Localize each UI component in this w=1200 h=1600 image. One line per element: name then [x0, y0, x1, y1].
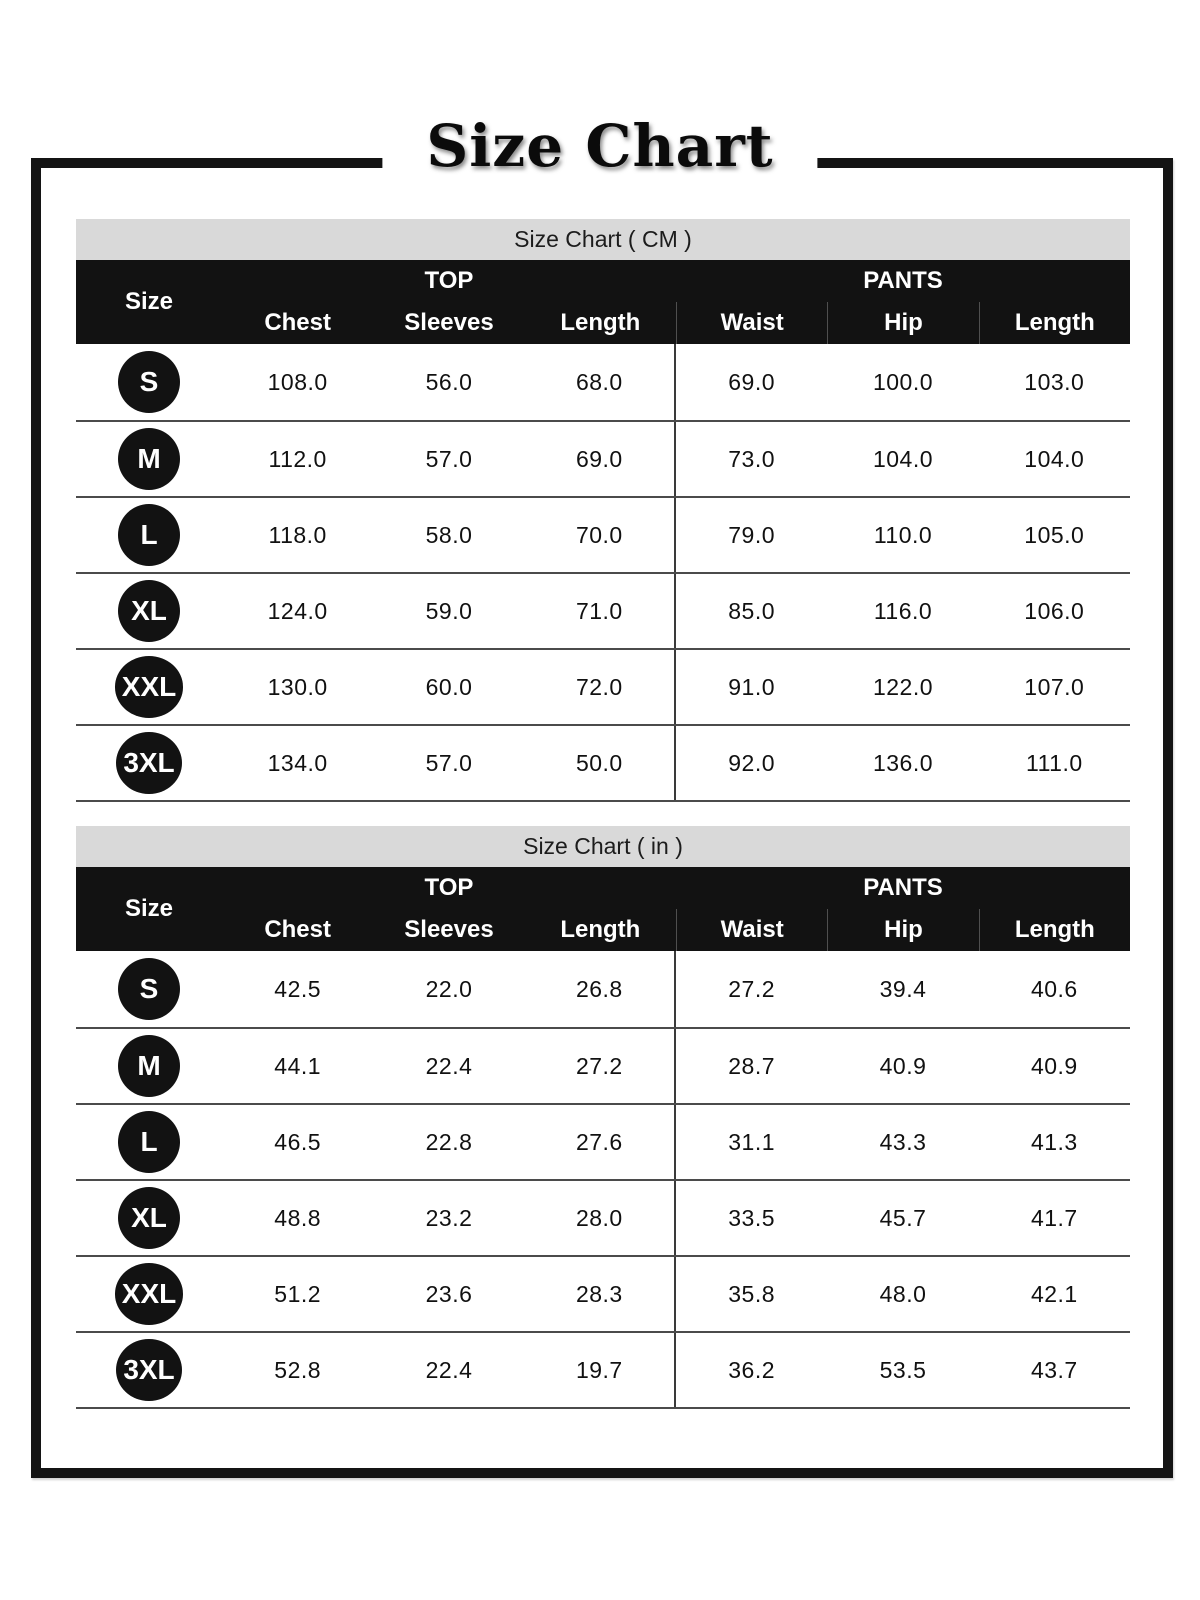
- chest-value: 112.0: [268, 445, 327, 472]
- size-badge: XL: [118, 580, 180, 642]
- chest-value: 134.0: [267, 749, 328, 776]
- chest-value: 44.1: [274, 1052, 322, 1079]
- size-badge: XXL: [115, 1263, 183, 1325]
- sleeves-value: 23.6: [425, 1280, 473, 1307]
- table-row: [76, 1103, 1130, 1179]
- chest-value: 124.0: [267, 597, 328, 624]
- top-length-value: 28.3: [525, 1257, 676, 1331]
- sleeves-value: 57.0: [425, 445, 473, 472]
- sleeves-value: 22.4: [425, 1356, 473, 1383]
- chest-value: 108.0: [267, 368, 328, 395]
- top-length-value: 50.0: [525, 726, 676, 800]
- header-waist: Waist: [676, 909, 827, 951]
- sleeves-value: 23.2: [425, 1204, 473, 1231]
- top-length-value: 27.6: [525, 1105, 676, 1179]
- pants-length-value: 104.0: [1024, 445, 1085, 472]
- tables-container: [76, 219, 1130, 1409]
- header-size: Size: [124, 288, 174, 315]
- top-length-value: 19.7: [525, 1333, 676, 1407]
- sleeves-value: 58.0: [425, 521, 473, 548]
- header-pants-length: Length: [979, 909, 1130, 951]
- size-cell: [76, 498, 222, 572]
- size-badge: L: [118, 1111, 180, 1173]
- header-group-pants: PANTS: [863, 267, 943, 294]
- sleeves-value: 59.0: [425, 597, 473, 624]
- waist-value: 35.8: [728, 1280, 776, 1307]
- header-chest: Chest: [264, 916, 331, 943]
- hip-value: 116.0: [873, 597, 933, 624]
- top-length-value: 69.0: [525, 422, 676, 496]
- chest-value: 51.2: [274, 1280, 322, 1307]
- header-hip: Hip: [827, 909, 978, 951]
- waist-value: 73.0: [728, 445, 776, 472]
- header-size: Size: [124, 895, 174, 922]
- top-length-value: 72.0: [525, 650, 676, 724]
- size-cell: [76, 574, 222, 648]
- top-length-value: 70.0: [525, 498, 676, 572]
- header-pants-length: Length: [979, 302, 1130, 344]
- waist-value: 85.0: [728, 597, 776, 624]
- sleeves-value: 56.0: [425, 368, 473, 395]
- pants-length-value: 41.3: [1030, 1128, 1078, 1155]
- header-waist: Waist: [676, 302, 827, 344]
- size-cell: [76, 650, 222, 724]
- waist-value: 79.0: [728, 521, 776, 548]
- table-header-cm: [76, 260, 1130, 344]
- header-hip: Hip: [827, 302, 978, 344]
- size-cell: [76, 1029, 222, 1103]
- table-body-in: [76, 951, 1130, 1409]
- size-cell: [76, 951, 222, 1027]
- chest-value: 130.0: [267, 673, 328, 700]
- size-badge: M: [118, 428, 180, 490]
- table-caption-cm: Size Chart ( CM ): [76, 219, 1130, 260]
- header-group-top: TOP: [424, 874, 474, 901]
- size-cell: [76, 1105, 222, 1179]
- table-row: [76, 1255, 1130, 1331]
- header-group-pants: PANTS: [863, 874, 943, 901]
- sleeves-value: 22.8: [425, 1128, 473, 1155]
- size-badge: L: [118, 504, 180, 566]
- waist-value: 92.0: [728, 749, 776, 776]
- pants-length-value: 111.0: [1025, 749, 1083, 776]
- table-row: [76, 1179, 1130, 1255]
- header-chest: Chest: [264, 309, 331, 336]
- sleeves-value: 60.0: [425, 673, 473, 700]
- size-cell: [76, 726, 222, 800]
- table-row: [76, 344, 1130, 420]
- hip-value: 48.0: [879, 1280, 927, 1307]
- table-caption-in: Size Chart ( in ): [76, 826, 1130, 867]
- table-row: [76, 572, 1130, 648]
- table-row: [76, 648, 1130, 724]
- waist-value: 91.0: [728, 673, 776, 700]
- chest-value: 42.5: [274, 975, 322, 1002]
- header-sleeves: Sleeves: [404, 916, 494, 943]
- hip-value: 40.9: [879, 1052, 927, 1079]
- table-header-in: [76, 867, 1130, 951]
- chest-value: 52.8: [274, 1356, 322, 1383]
- hip-value: 39.4: [879, 975, 927, 1002]
- size-cell: [76, 344, 222, 420]
- hip-value: 104.0: [872, 445, 934, 472]
- top-length-value: 68.0: [525, 344, 676, 420]
- table-row: [76, 420, 1130, 496]
- table-row: [76, 1331, 1130, 1407]
- pants-length-value: 40.9: [1030, 1052, 1078, 1079]
- table-row: [76, 1027, 1130, 1103]
- header-group-top: TOP: [424, 267, 474, 294]
- size-table-in: [76, 826, 1130, 1409]
- chest-value: 46.5: [274, 1128, 322, 1155]
- size-cell: [76, 1333, 222, 1407]
- hip-value: 43.3: [879, 1128, 927, 1155]
- header-top-length: Length: [560, 309, 641, 336]
- size-badge: S: [118, 958, 180, 1020]
- pants-length-value: 43.7: [1030, 1356, 1078, 1383]
- top-length-value: 28.0: [525, 1181, 676, 1255]
- hip-value: 100.0: [872, 368, 934, 395]
- sleeves-value: 22.4: [425, 1052, 473, 1079]
- pants-length-value: 103.0: [1024, 368, 1085, 395]
- pants-length-value: 106.0: [1024, 597, 1085, 624]
- size-badge: S: [118, 351, 180, 413]
- sleeves-value: 57.0: [425, 749, 473, 776]
- pants-length-value: 41.7: [1030, 1204, 1078, 1231]
- size-badge: 3XL: [116, 732, 181, 794]
- sleeves-value: 22.0: [425, 975, 473, 1002]
- header-top-length: Length: [560, 916, 641, 943]
- size-cell: [76, 1181, 222, 1255]
- header-sleeves: Sleeves: [404, 309, 494, 336]
- top-length-value: 27.2: [525, 1029, 676, 1103]
- size-cell: [76, 1257, 222, 1331]
- waist-value: 33.5: [728, 1204, 776, 1231]
- size-badge: XXL: [115, 656, 183, 718]
- size-cell: [76, 422, 222, 496]
- page-title: Size Chart: [382, 112, 817, 180]
- size-table-cm: [76, 219, 1130, 802]
- pants-length-value: 105.0: [1024, 521, 1085, 548]
- hip-value: 122.0: [872, 673, 934, 700]
- waist-value: 28.7: [728, 1052, 776, 1079]
- waist-value: 31.1: [728, 1128, 776, 1155]
- pants-length-value: 42.1: [1030, 1280, 1078, 1307]
- pants-length-value: 107.0: [1024, 673, 1085, 700]
- pants-length-value: 40.6: [1030, 975, 1078, 1002]
- waist-value: 69.0: [728, 368, 776, 395]
- waist-value: 36.2: [728, 1356, 776, 1383]
- top-length-value: 26.8: [525, 951, 676, 1027]
- hip-value: 53.5: [879, 1356, 927, 1383]
- size-badge: 3XL: [116, 1339, 181, 1401]
- size-badge: XL: [118, 1187, 180, 1249]
- hip-value: 136.0: [872, 749, 934, 776]
- chest-value: 48.8: [274, 1204, 322, 1231]
- top-length-value: 71.0: [525, 574, 676, 648]
- table-row: [76, 496, 1130, 572]
- chest-value: 118.0: [268, 521, 327, 548]
- table-row: [76, 724, 1130, 800]
- hip-value: 45.7: [879, 1204, 927, 1231]
- table-body-cm: [76, 344, 1130, 802]
- waist-value: 27.2: [728, 975, 776, 1002]
- table-row: [76, 951, 1130, 1027]
- hip-value: 110.0: [873, 521, 933, 548]
- size-badge: M: [118, 1035, 180, 1097]
